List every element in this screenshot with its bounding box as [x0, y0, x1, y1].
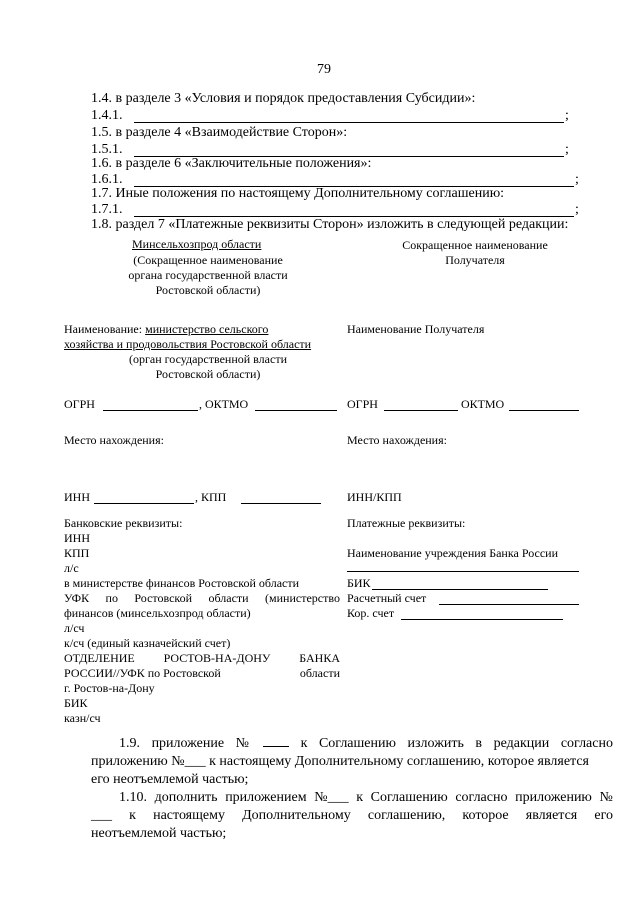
p19-word: приложение: [151, 736, 225, 751]
otd-word: РОСТОВ-НА-ДОНУ: [163, 651, 271, 665]
right-ogrn-line: [384, 410, 458, 411]
bank-title: Банковские реквизиты:: [64, 516, 183, 530]
right-bik-line: [372, 589, 548, 590]
p110-word: Дополнительному: [242, 808, 351, 823]
right-oktmo-label: ОКТМО: [461, 397, 505, 411]
otd-text: области: [299, 666, 340, 680]
left-name-note-2: Ростовской области): [155, 367, 261, 381]
item-1-7: 1.7. Иные положения по настоящему Дополнительному соглашению:: [91, 186, 505, 201]
otd-text: РОССИИ//УФК по Ростовской: [64, 666, 221, 680]
p110-word: №___: [314, 790, 349, 805]
p19-word: 1.9.: [119, 736, 140, 751]
p110-line-1: [119, 790, 613, 806]
right-name-label: Наименование Получателя: [347, 322, 485, 336]
p110-line-3: неотъемлемой частью;: [91, 826, 227, 841]
p110-word: настоящему: [153, 808, 225, 823]
p19-word: в: [475, 736, 483, 751]
item-1-8: 1.8. раздел 7 «Платежные реквизиты Сторон» изложить в следующей редакции:: [91, 217, 569, 232]
left-head-note-3: Ростовской области): [155, 283, 261, 297]
p110-word: приложением: [225, 790, 307, 805]
bank-inn: ИНН: [64, 531, 90, 545]
ufk-line-2: финансов (минсельхозпрод области): [64, 606, 251, 620]
p19-line-2: приложению №___ к настоящему Дополнительному соглашению, которое является: [91, 754, 589, 769]
ufk-word: области: [208, 591, 249, 605]
left-inn-label: ИНН: [64, 490, 90, 504]
bank-kpp: КПП: [64, 546, 90, 560]
left-name-label: Наименование:: [64, 322, 143, 336]
p110-word: соглашению,: [367, 808, 446, 823]
otd-word: ОТДЕЛЕНИЕ: [64, 651, 135, 665]
left-name-value-1: министерство сельского: [145, 322, 269, 336]
p110-word: приложению: [515, 790, 592, 805]
left-oktmo-label: , ОКТМО: [199, 397, 249, 411]
left-kpp-label: , КПП: [195, 490, 227, 504]
p110-word: является: [525, 808, 578, 823]
left-short-name: Минсельхозпрод области: [132, 237, 262, 251]
bank-city: г. Ростов-на-Дону: [64, 681, 155, 695]
right-corr-line: [401, 619, 563, 620]
bank-minfin: в министерстве финансов Ростовской области: [64, 576, 300, 590]
semicolon: ;: [575, 202, 579, 217]
right-corr-label: Кор. счет: [347, 606, 395, 620]
left-name-value-2: хозяйства и продовольствия Ростовской области: [64, 337, 312, 351]
left-ogrn-label: ОГРН: [64, 397, 95, 411]
p19-line-1: [119, 736, 613, 752]
semicolon: ;: [565, 142, 569, 157]
left-oktmo-line: [255, 410, 337, 411]
ufk-word: по: [105, 591, 118, 605]
left-name-row: [64, 322, 268, 337]
semicolon: ;: [565, 108, 569, 123]
item-1-6: 1.6. в разделе 6 «Заключительные положения»:: [91, 156, 372, 171]
page-number: 79: [317, 62, 331, 77]
ufk-word: Ростовской: [134, 591, 193, 605]
p110-word: 1.10.: [119, 790, 147, 805]
item-1-5-1: 1.5.1.: [91, 142, 123, 157]
p110-word: к: [356, 790, 364, 805]
p110-word: №: [599, 790, 613, 805]
p110-word: которое: [462, 808, 509, 823]
bank-ksch: к/сч (единый казначейский счет): [64, 636, 231, 650]
left-ogrn-line: [103, 410, 198, 411]
right-location-label: Место нахождения:: [347, 433, 447, 447]
left-head-note-1: (Сокращенное наименование: [133, 253, 283, 267]
item-1-5: 1.5. в разделе 4 «Взаимодействие Сторон»:: [91, 125, 348, 140]
p19-word: к: [300, 736, 308, 751]
p19-word: согласно: [560, 736, 613, 751]
item-1-6-1: 1.6.1.: [91, 172, 123, 187]
otd-word: БАНКА: [299, 651, 340, 665]
ufk-word: (министерство: [265, 591, 340, 605]
left-head-note-2: органа государственной власти: [128, 268, 288, 282]
p19-word: Соглашению: [318, 736, 396, 751]
right-bik-label: БИК: [347, 576, 371, 590]
right-pay-title: Платежные реквизиты:: [347, 516, 466, 530]
p110-word: ___: [91, 808, 112, 823]
bank-kaznsch: казн/сч: [64, 711, 101, 725]
otd-line-1: [64, 651, 340, 666]
p110-word: к: [129, 808, 136, 823]
bank-lsch: л/сч: [64, 621, 85, 635]
right-head-1: Сокращенное наименование: [402, 238, 548, 252]
left-kpp-line: [241, 503, 321, 504]
bank-bik: БИК: [64, 696, 88, 710]
ufk-word: УФК: [64, 591, 90, 605]
p19-word: №: [236, 736, 289, 752]
p110-word: его: [594, 808, 613, 823]
semicolon: ;: [575, 172, 579, 187]
right-ogrn-label: ОГРН: [347, 397, 378, 411]
bank-ls: л/с: [64, 561, 79, 575]
left-inn-line: [94, 503, 194, 504]
p110-line-2: [91, 808, 613, 824]
otd-line-2: [64, 666, 340, 681]
p19-word: изложить: [407, 736, 464, 751]
right-head-2: Получателя: [445, 253, 505, 267]
blank-line: [134, 122, 564, 123]
right-oktmo-line: [509, 410, 579, 411]
left-name-note-1: (орган государственной власти: [128, 352, 287, 366]
right-account-label: Расчетный счет: [347, 591, 427, 605]
p19-line-3: его неотъемлемой частью;: [91, 772, 249, 787]
right-cb-line: [347, 571, 579, 572]
p19-word: редакции: [493, 736, 550, 751]
right-cb-name: Наименование учреждения Банка России: [347, 546, 558, 560]
ufk-line-1: [64, 591, 340, 606]
item-1-7-1: 1.7.1.: [91, 202, 123, 217]
item-1-4: 1.4. в разделе 3 «Условия и порядок предоставления Субсидии»:: [91, 91, 476, 106]
item-1-4-1: 1.4.1.: [91, 108, 123, 123]
p110-word: Соглашению: [370, 790, 448, 805]
p110-word: дополнить: [154, 790, 218, 805]
right-inn-kpp-label: ИНН/КПП: [347, 490, 402, 504]
right-account-line: [439, 604, 579, 605]
p110-word: согласно: [455, 790, 508, 805]
left-location-label: Место нахождения:: [64, 433, 164, 447]
